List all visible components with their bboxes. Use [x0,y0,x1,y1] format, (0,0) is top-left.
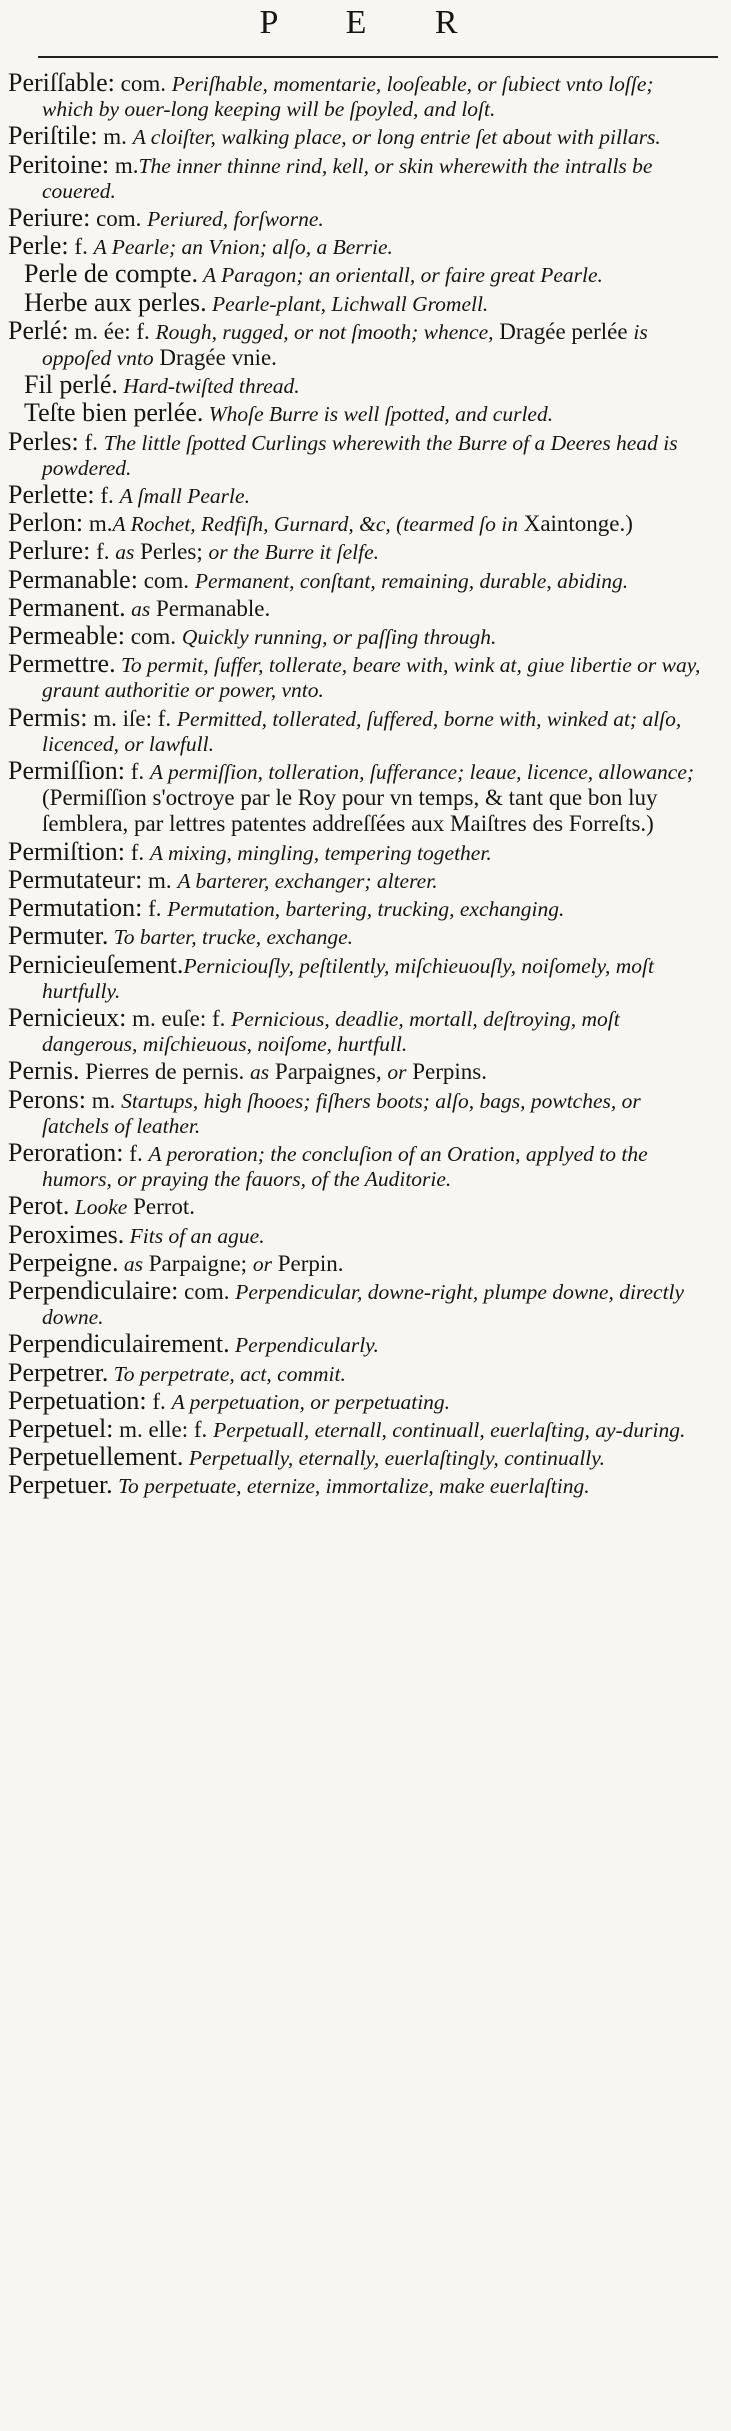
entry-grammar: m. ée: f. [68,318,156,344]
dictionary-entry [8,1193,709,1220]
entry-grammar: m. [109,152,139,178]
dictionary-entry [8,70,709,122]
entry-grammar: Parpaigne; [142,1250,253,1276]
entry-headword: Permanent. [8,592,126,622]
dictionary-entry [8,510,709,537]
entry-definition: Perpetuall, eternall, continuall, euerlaſting, ay-during. [213,1417,686,1442]
dictionary-entry [8,1357,709,1387]
entry-headword: Permutation: [8,893,143,923]
entry-definition: Perniciouſly, peſtilently, miſchieuouſly, noiſomely, moſt hurtfully. [42,953,654,1003]
dictionary-entry [8,233,709,260]
entry-grammar: Permanable. [150,595,271,621]
dictionary-entry [8,1058,709,1085]
entry-headword: Perpetuer. [8,1470,113,1500]
dictionary-entry [8,1219,709,1249]
entry-definition: Pernicious, deadlie, mortall, deſtroying, moſt dangerous, miſchieuous, noiſome, hurtfull. [42,1006,620,1057]
entry-grammar: com. [114,71,172,96]
entry-headword: Herbe aux perles. [24,287,207,317]
entry-grammar: m. [83,511,113,537]
entry-headword: Periſſable: [8,68,115,97]
entry-grammar: f. [125,839,150,865]
entry-definition: To permit, ſuffer, tollerate, beare with, wink at, giue libertie or way, graunt authoritie or power, vnto. [42,653,701,703]
entry-definition: Perpendicular, downe-right, plumpe downe, directly downe. [42,1279,685,1330]
entry-grammar: com. [124,624,182,650]
dictionary-entry [8,564,709,594]
entry-definition: Pearle-plant, Lichwall Gromell. [206,291,489,316]
entry-definition: A Pearle; an Vnion; alſo, a Berrie. [93,235,393,260]
entry-grammar: Perles; [134,539,209,565]
dictionary-entry [8,1084,709,1139]
entry-headword: Periure: [8,203,91,233]
entry-headword: Permiſtion: [8,836,125,866]
entry-definition: A barterer, exchanger; alterer. [177,868,438,893]
entry-grammar: Dragée vnie. [153,345,277,371]
entry-headword: Fil perlé. [24,370,118,400]
entry-headword: Permis: [8,702,88,732]
entry-headword: Perle de compte. [24,259,198,289]
dictionary-entry [8,623,709,650]
dictionary-entry [8,1472,709,1499]
entry-headword: Pernicieuſement. [8,949,184,979]
entry-headword: Permutateur: [8,864,143,894]
entry-definition: To barter, trucke, exchange. [108,925,353,950]
entry-headword: Pernis. [8,1056,80,1086]
entry-headword: Perpetuation: [8,1385,147,1415]
dictionary-entry [8,864,709,894]
entry-definition: or [387,1060,407,1085]
entry-definition: Startups, high ſhooes; fiſhers boots; alſo, bags, powtches, or ſatchels of leather. [42,1088,641,1138]
entry-headword: Perlon: [8,508,84,538]
entry-definition: Periſhable, momentarie, looſeable, or ſubiect vnto loſſe; which by ouer-long keeping will be ſpoyled, and loſt. [42,72,654,122]
entry-definition: A cloiſter, walking place, or long entrie ſet about with pillars. [132,125,661,150]
entry-headword: Perlé: [8,315,69,345]
dictionary-entry [8,538,709,565]
dictionary-entry [8,1444,709,1471]
page-header: P E R [259,4,488,41]
entry-definition: The inner thinne rind, kell, or skin wherewith the intralls be couered. [42,153,653,203]
entry-definition: Rough, rugged, or not ſmooth; whence, [155,319,494,344]
entry-definition: Hard-twiſted thread. [117,374,300,399]
entry-headword: Perlure: [8,536,91,566]
entry-definition: A ſmall Pearle. [119,484,250,509]
entry-headword: Perpeigne. [8,1247,119,1277]
entry-definition: Quickly running, or paſſing through. [181,625,497,650]
entry-headword: Perpendiculaire: [8,1275,179,1305]
dictionary-entry [8,1413,709,1443]
dictionary-entry [8,149,709,204]
entry-grammar: Pierres de pernis. [79,1059,251,1085]
dictionary-entry [8,1385,709,1415]
entry-grammar: Dragée perlée [493,318,634,344]
entry-headword: Permuter. [8,921,109,951]
entry-grammar: f. [68,234,94,260]
entry-grammar: f. [123,1140,149,1166]
entry-grammar: m. iſe: f. [87,705,177,731]
entry-grammar: (Permiſſion s'octroye par le Roy pour vn temps, & tant que bon luy ſemblera, par lettres patentes addreſſées aux Maiſtres des Forreſts.) [42,785,658,837]
entry-headword: Perles: [8,426,79,456]
dictionary-entry [8,949,709,1004]
entry-definition: The little ſpotted Curlings wherewith the Burre of a Deeres head is powdered. [42,430,678,480]
dictionary-entry [8,372,709,399]
entry-grammar: Xaintonge.) [517,511,633,537]
entry-definition: or [252,1251,272,1276]
dictionary-entry [8,895,709,922]
entry-headword: Perle: [8,231,69,261]
entry-grammar: m. [97,124,133,150]
entry-definition: A mixing, mingling, tempering together. [149,840,492,865]
entry-definition: Permitted, tollerated, ſuffered, borne with, winked at; alſo, licenced, or lawfull. [42,706,682,756]
entry-grammar: Perpin. [271,1250,344,1276]
entry-list [8,70,709,1500]
dictionary-entry [8,315,709,371]
entry-grammar: com. [90,206,148,232]
entry-definition: as [115,540,135,565]
entry-definition: Looke [69,1195,128,1220]
entry-grammar: f. [78,429,104,455]
entry-headword: Pernicieux: [8,1002,127,1032]
entry-grammar: f. [125,759,150,785]
entry-headword: Peritoine: [8,149,110,179]
dictionary-entry [8,923,709,950]
entry-grammar: com. [178,1278,236,1304]
entry-grammar: com. [137,567,195,593]
entry-headword: Permanable: [8,564,138,594]
entry-definition: To perpetrate, act, commit. [108,1361,346,1386]
entry-grammar: m. [86,1087,122,1113]
entry-headword: Periſtile: [8,121,98,151]
header-rule [38,56,718,58]
entry-definition: Permutation, bartering, trucking, exchanging. [167,897,565,922]
entry-grammar: Perrot. [127,1194,196,1220]
entry-definition: A peroration; the concluſion of an Oration, applyed to the humors, or praying the fauors, of the Auditorie. [42,1141,648,1192]
dictionary-entry [8,702,709,757]
entry-definition: is oppoſed vnto [42,319,648,371]
entry-headword: Perpetrer. [8,1357,109,1387]
entry-headword: Perot. [8,1191,70,1221]
entry-headword: Permettre. [8,649,116,679]
dictionary-entry [8,400,709,427]
entry-definition: A perpetuation, or perpetuating. [171,1389,451,1414]
entry-definition: Whoſe Burre is well ſpotted, and curled. [203,402,554,427]
entry-definition: as [118,1251,143,1276]
entry-grammar: m. elle: f. [113,1416,214,1442]
entry-headword: Perons: [8,1084,86,1114]
dictionary-entry [8,592,709,622]
entry-grammar: m. euſe: f. [126,1005,232,1031]
dictionary-entry [8,1275,709,1330]
dictionary-entry [8,426,709,481]
entry-definition: Fits of an ague. [124,1223,265,1248]
dictionary-entry [8,205,709,232]
dictionary-entry [8,651,709,703]
dictionary-entry [8,758,709,838]
entry-headword: Perpendiculairement. [8,1329,230,1359]
entry-headword: Perpetuellement. [8,1442,184,1472]
entry-headword: Teſte bien perlée. [24,398,204,428]
entry-definition: Perpendicularly. [229,1333,379,1358]
dictionary-entry [8,1247,709,1277]
entry-headword: Permeable: [8,621,125,651]
dictionary-entry [8,123,709,150]
entry-grammar: f. [94,483,120,509]
entry-headword: Peroration: [8,1137,124,1167]
entry-definition: Periured, forſworne. [147,207,324,232]
dictionary-entry [8,287,709,317]
dictionary-entry [8,836,709,866]
entry-headword: Peroximes. [8,1219,125,1249]
entry-definition: as [250,1060,270,1085]
entry-grammar: f. [146,1388,172,1414]
dictionary-entry [8,1002,709,1057]
entry-headword: Permiſſion: [8,756,125,786]
dictionary-entry [8,261,709,288]
entry-grammar: f. [142,896,168,922]
dictionary-entry [8,1137,709,1192]
dictionary-entry [8,482,709,509]
entry-grammar: Perpins. [406,1059,487,1085]
entry-definition: A permiſſion, tolleration, ſufferance; leaue, licence, allowance; [149,760,695,785]
entry-definition: A Rochet, Redfiſh, Gurnard, &c, (tearmed ſo in [112,512,518,537]
entry-headword: Perlette: [8,480,95,510]
entry-definition: Perpetually, eternally, euerlaſtingly, continually. [183,1446,605,1471]
dictionary-entry [8,1331,709,1358]
entry-definition: or the Burre it ſelfe. [208,540,380,565]
entry-grammar: f. [90,539,116,565]
entry-definition: To perpetuate, eternize, immortalize, make euerlaſting. [112,1474,590,1499]
entry-definition: Permanent, conſtant, remaining, durable, abiding. [194,568,629,593]
entry-grammar: Parpaignes, [269,1059,388,1085]
entry-grammar: m. [142,867,178,893]
entry-definition: as [125,596,151,621]
entry-definition: A Paragon; an orientall, or faire great Pearle. [198,263,603,288]
entry-headword: Perpetuel: [8,1413,114,1443]
